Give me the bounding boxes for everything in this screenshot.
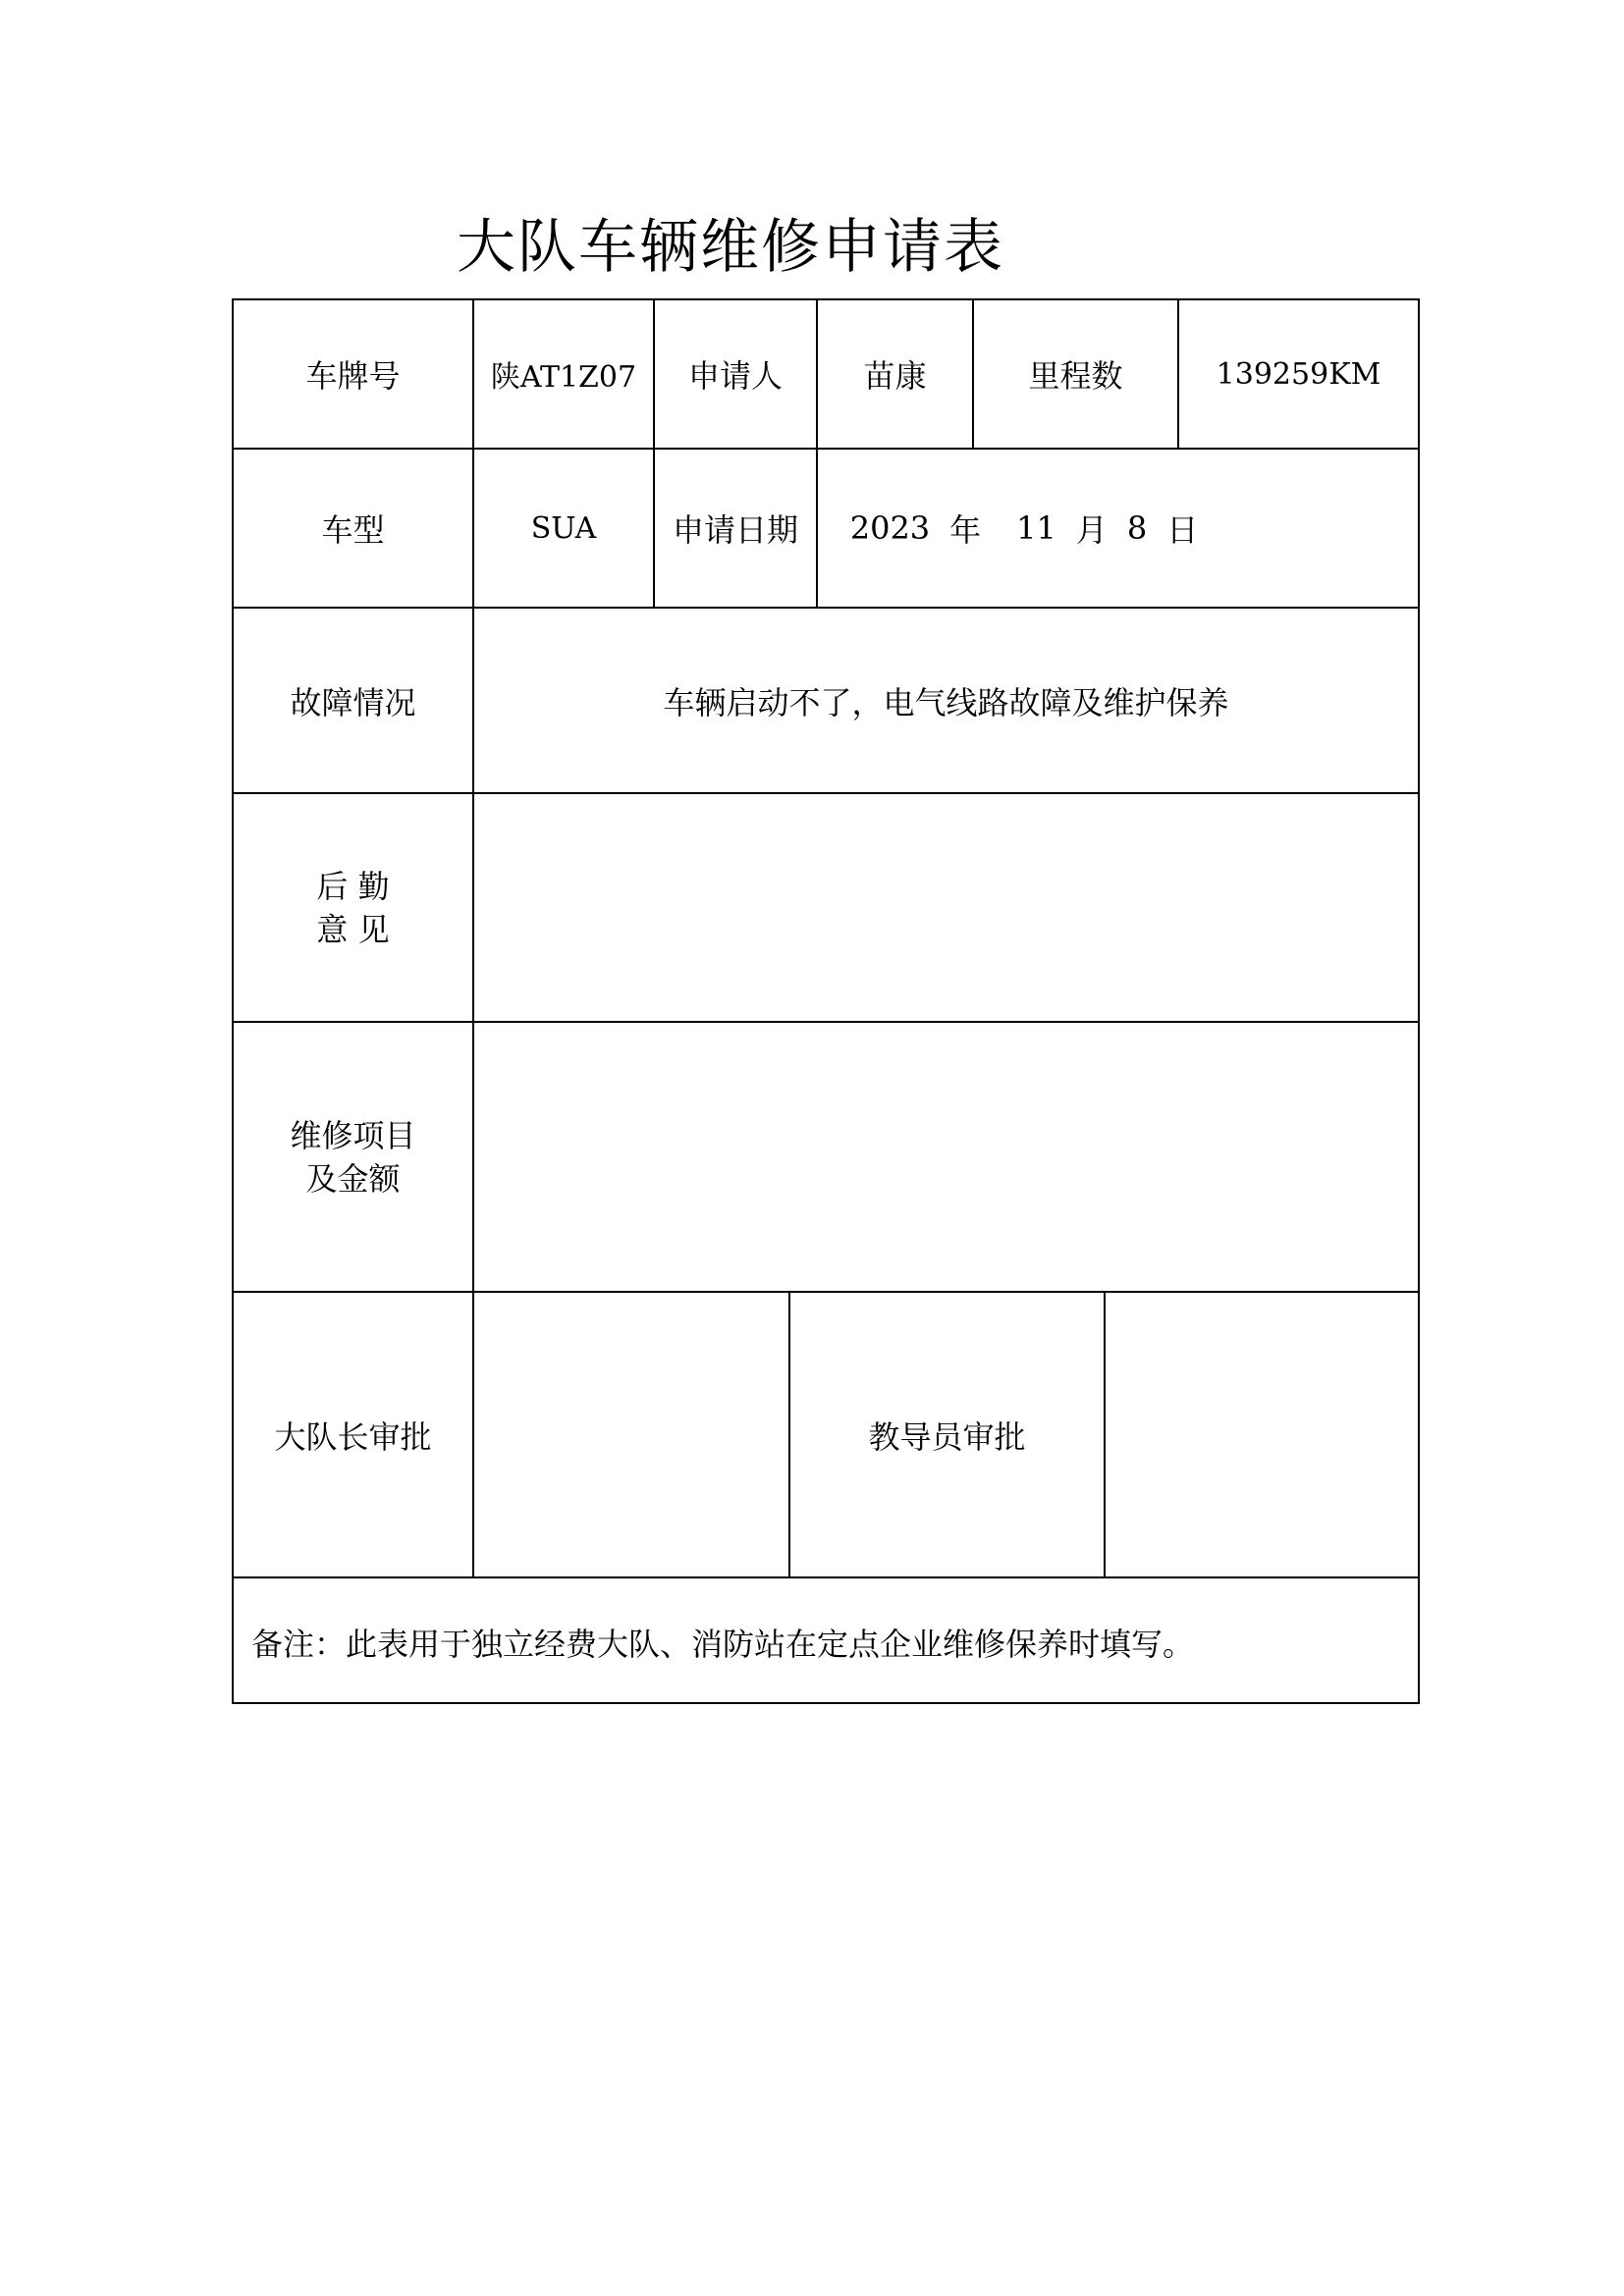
plate-label: 车牌号 xyxy=(305,357,401,395)
applicant-label: 申请人 xyxy=(687,357,783,395)
instructor-approval-field[interactable] xyxy=(1106,1293,1418,1576)
table-border-bottom xyxy=(232,1702,1420,1704)
page-title: 大队车辆维修申请表 xyxy=(457,213,1004,282)
mileage-label: 里程数 xyxy=(1028,357,1123,395)
mileage-value[interactable]: 139259KM xyxy=(1216,356,1381,392)
row-divider xyxy=(232,1576,1420,1578)
captain-approval-label: 大队长审批 xyxy=(274,1417,432,1456)
repair-label-line1: 维修项目 xyxy=(290,1116,416,1154)
logistics-label-line2: 意 见 xyxy=(316,910,390,948)
date-label: 申请日期 xyxy=(672,511,798,549)
applicant-value[interactable]: 苗康 xyxy=(863,357,927,395)
plate-value[interactable]: 陕AT1Z07 xyxy=(490,360,637,395)
repair-items-label xyxy=(234,1023,472,1291)
repair-label-line2: 及金额 xyxy=(305,1159,401,1198)
date-day: 8 xyxy=(1126,509,1148,547)
footnote: 备注：此表用于独立经费大队、消防站在定点企业维修保养时填写。 xyxy=(251,1626,1195,1663)
table-border-right xyxy=(1418,298,1420,1704)
logistics-opinion-field[interactable] xyxy=(474,794,1418,1021)
date-month-unit: 月 xyxy=(1075,511,1108,549)
logistics-label-line1: 后 勤 xyxy=(316,867,390,905)
application-date[interactable] xyxy=(818,450,1230,607)
fault-label: 故障情况 xyxy=(290,683,416,721)
date-year: 2023 xyxy=(849,509,931,547)
model-label: 车型 xyxy=(321,511,385,549)
fault-value[interactable]: 车辆启动不了，电气线路故障及维护保养 xyxy=(663,683,1229,721)
captain-approval-field[interactable] xyxy=(474,1293,788,1576)
date-day-unit: 日 xyxy=(1166,511,1199,549)
date-month: 11 xyxy=(1016,509,1056,547)
model-value[interactable]: SUA xyxy=(530,510,597,546)
date-year-unit: 年 xyxy=(949,511,982,549)
logistics-opinion-label xyxy=(234,794,472,1021)
instructor-approval-label: 教导员审批 xyxy=(868,1417,1026,1456)
repair-items-field[interactable] xyxy=(474,1023,1418,1291)
